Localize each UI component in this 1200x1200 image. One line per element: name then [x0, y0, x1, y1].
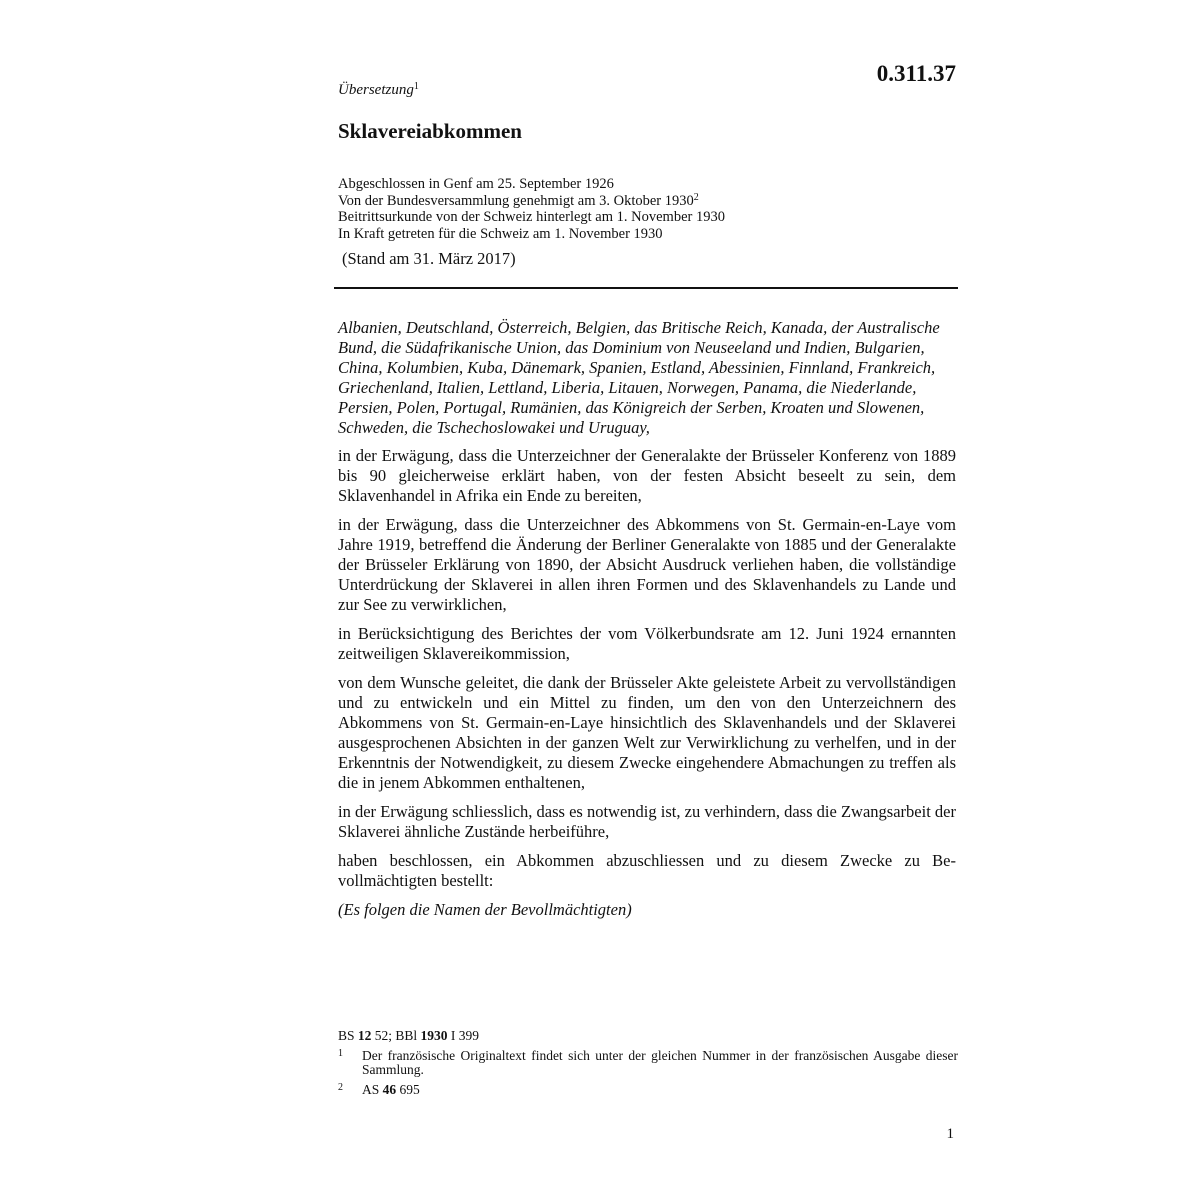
source-bs-page: 52; BBl — [371, 1028, 421, 1043]
footnote-text: Der französische Originaltext findet sich unter der gleichen Nummer in der französischen Ausgabe dieser Sammlung. — [362, 1048, 958, 1077]
preamble-paragraph: in der Erwägung schliesslich, dass es notwendig ist, zu verhindern, dass die Zwangsarbeit der Sklaverei ähnliche Zustände herbeiführe, — [338, 802, 956, 841]
header-divider — [334, 287, 958, 289]
footnote-1 — [338, 1049, 958, 1077]
plenipotentiaries-note: (Es folgen die Namen der Bevollmächtigten) — [338, 900, 632, 919]
footnote-as-label: AS — [362, 1082, 383, 1097]
footnote-2 — [338, 1083, 958, 1097]
source-bs-label: BS — [338, 1028, 358, 1043]
footnote-text — [362, 1083, 958, 1097]
source-reference — [338, 1027, 479, 1044]
page-number: 1 — [946, 1126, 954, 1142]
footnote-ref-1[interactable]: 1 — [413, 81, 419, 92]
contracting-parties: Albanien, Deutschland, Österreich, Belgien, das Britische Reich, Kanada, der Australische Bund, die Südafrikanische Union, das Dominium von Neuseeland und Indien, Bulgarien, China, Kolumbien, Kuba, Dänemark, Spanien, Estland, Abessinien, Finnland, Frankreich, Griechenland, Italien, Lettland, Liberia, Litauen, Norwegen, Panama, die Niederlande, Persien, Polen, Portugal, Rumänien, das Königreich der Serben, Kroaten und Slowenen, Schweden, die Tschechoslowakei und Uruguay, — [338, 318, 940, 437]
source-bbl-ref: I 399 — [447, 1028, 480, 1043]
footnote-as-page: 695 — [396, 1082, 420, 1097]
page-title: Sklavereiabkommen — [338, 119, 522, 143]
footnote-number: 2 — [338, 1082, 343, 1093]
preamble-paragraph: in der Erwägung, dass die Unterzeichner der Generalakte der Brüsseler Konferenz von 1889 bis 90 gleicherweise erklärt haben, von der festen Absicht beseelt zu sein, dem Sklavenhandel in Afrika ein Ende zu bereiten, — [338, 446, 956, 505]
accession-line: Beitrittsurkunde von der Schweiz hinterlegt am 1. November 1930 — [338, 209, 725, 225]
status-date: (Stand am 31. März 2017) — [342, 249, 516, 268]
preamble-paragraph: haben beschlossen, ein Abkommen abzuschliessen und zu diesem Zwecke zu Bevollmächtigten bestellt: — [338, 851, 956, 890]
preamble-paragraph: von dem Wunsche geleitet, die dank der Brüsseler Akte geleistete Arbeit zu vervollständigen und zu entwickeln und ein Mittel zu finden, um den von den Unterzeichnern des Abkommens von St. Germain-en-Laye hinsichtlich des Sklavenhandels und der Sklaverei ausgesprochenen Absichten in der ganzen Welt zur Verwirklichung zu verhelfen, und in der Erkenntnis der Notwendigkeit, zu diesem Zwecke eingehendere Abmachungen zu treffen als die in jenem Abkommen enthaltenen, — [338, 673, 956, 792]
sr-number: 0.311.37 — [876, 61, 956, 86]
preamble-paragraph: in der Erwägung, dass die Unterzeichner des Abkommens von St. Germain-en-Laye vom Jahre 1919, betreffend die Änderung der Berliner Generalakte von 1885 und der Generalakte der Brüsseler Erklärung von 1890, der Absicht Ausdruck verliehen haben, die vollständige Unterdrückung der Sklaverei in allen ihren Formen und des Sklavenhandels zu Lande und zur See zu verwirklichen, — [338, 515, 956, 614]
footnote-as-volume: 46 — [382, 1082, 397, 1097]
approved-line — [338, 193, 958, 210]
footnote-number: 1 — [338, 1048, 343, 1059]
concluded-line: Abgeschlossen in Genf am 25. September 1926 — [338, 176, 614, 192]
translation-label: Übersetzung — [338, 82, 414, 98]
document-metadata — [338, 176, 958, 242]
preamble — [338, 318, 956, 929]
approved-line-text: Von der Bundesversammlung genehmigt am 3. Oktober 1930 — [338, 192, 694, 209]
translation-note — [338, 80, 419, 100]
source-bbl-year: 1930 — [420, 1028, 448, 1043]
footnote-ref-2[interactable]: 2 — [693, 191, 699, 203]
source-bs-volume: 12 — [357, 1028, 372, 1043]
in-force-line: In Kraft getreten für die Schweiz am 1. November 1930 — [338, 225, 663, 242]
preamble-paragraph: in Berücksichtigung des Berichtes der vom Völkerbundsrate am 12. Juni 1924 ernannten zeitweiligen Sklavereikommission, — [338, 624, 956, 663]
